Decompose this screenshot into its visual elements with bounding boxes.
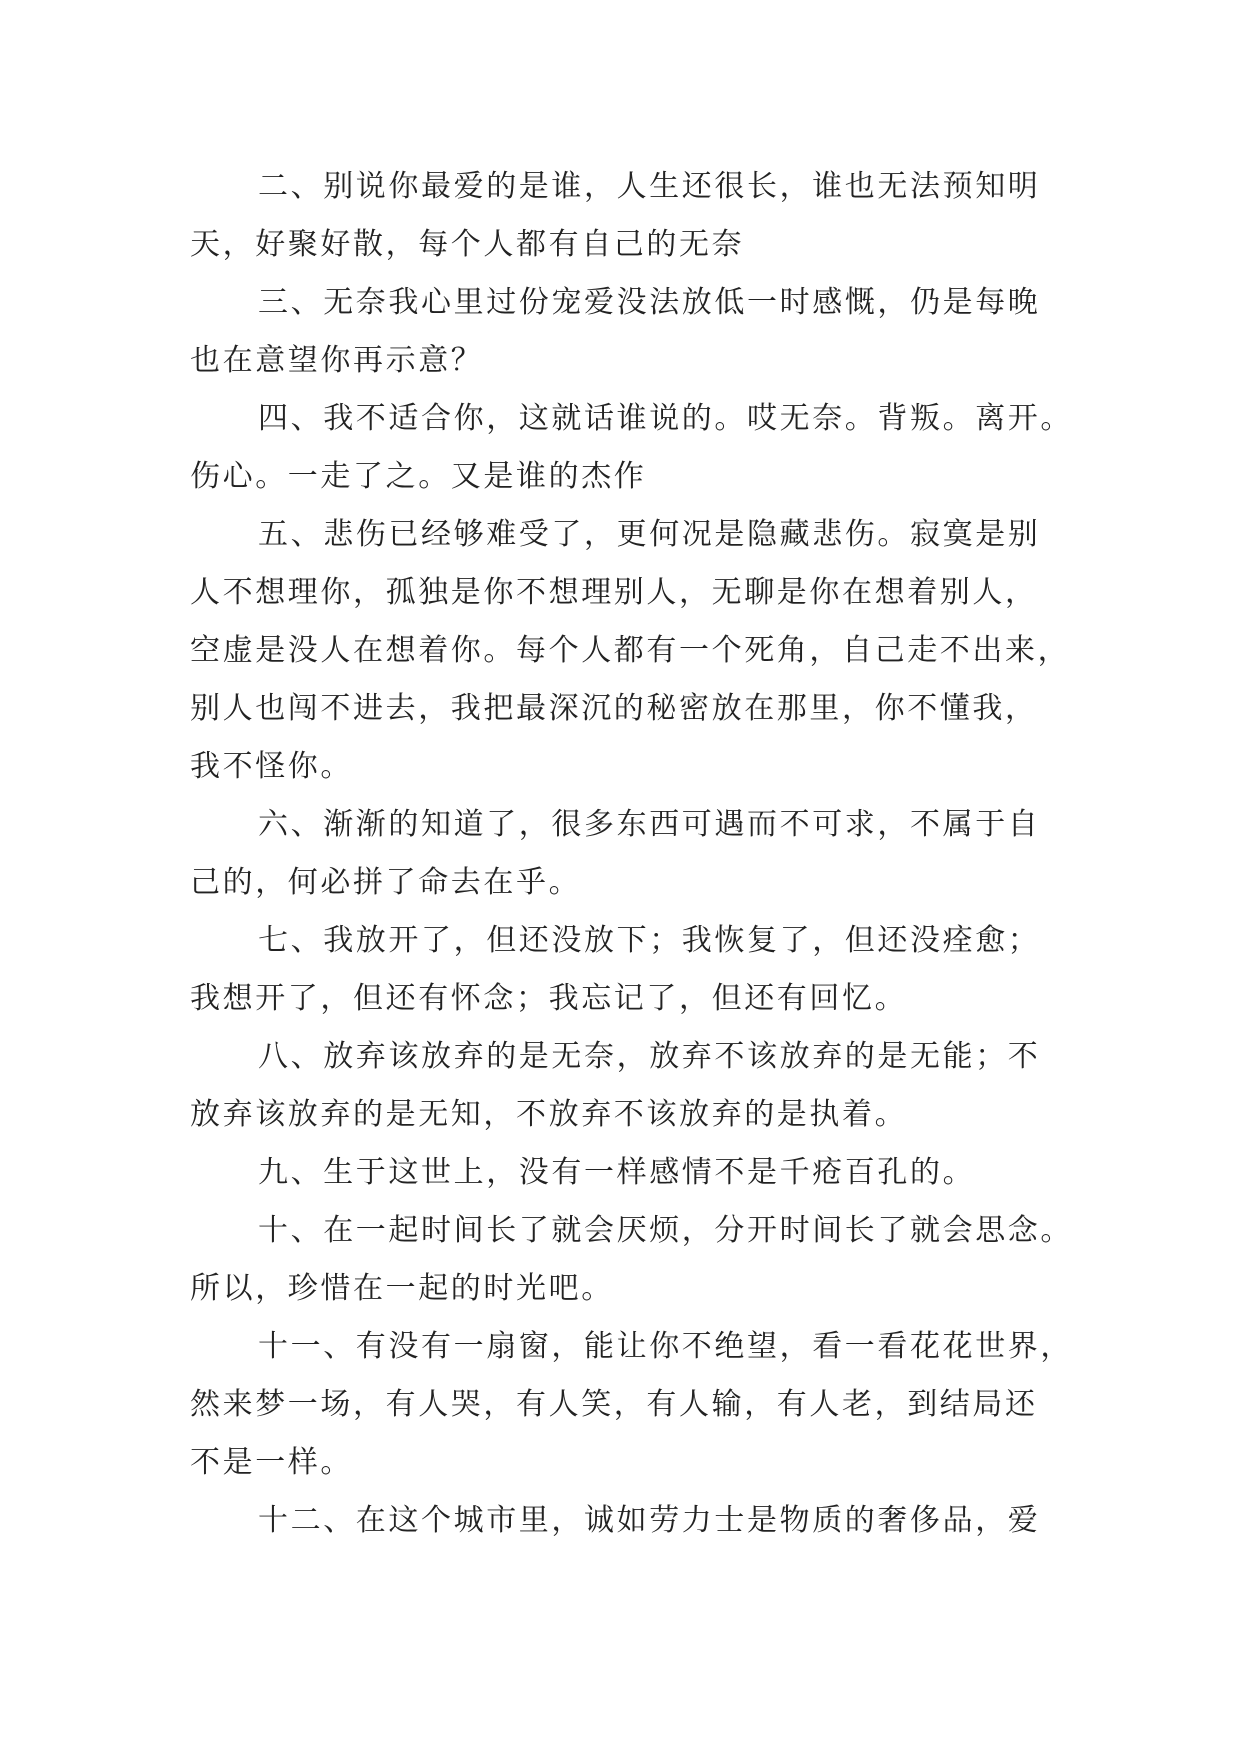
paragraph-line: 十一、有没有一扇窗，能让你不绝望，看一看花花世界， bbox=[258, 1329, 1073, 1364]
paragraph-line: 不是一样。 bbox=[190, 1445, 353, 1480]
paragraph-line: 二、别说你最爱的是谁，人生还很长，谁也无法预知明 bbox=[258, 169, 1041, 204]
paragraph-line: 空虚是没人在想着你。每个人都有一个死角，自己走不出来， bbox=[190, 633, 1071, 668]
paragraph-line: 人不想理你，孤独是你不想理别人，无聊是你在想着别人， bbox=[190, 575, 1038, 610]
paragraph-line: 六、渐渐的知道了，很多东西可遇而不可求，不属于自 bbox=[258, 807, 1041, 842]
paragraph-line: 放弃该放弃的是无知，不放弃不该放弃的是执着。 bbox=[190, 1097, 908, 1132]
paragraph-line: 己的，何必拼了命去在乎。 bbox=[190, 865, 582, 900]
paragraph-8 bbox=[190, 1028, 1060, 1144]
paragraph-line: 我想开了，但还有怀念；我忘记了，但还有回忆。 bbox=[190, 981, 908, 1016]
paragraph-line: 十、在一起时间长了就会厌烦，分开时间长了就会思念。 bbox=[258, 1213, 1073, 1248]
paragraph-12 bbox=[190, 1492, 1060, 1550]
paragraph-line: 四、我不适合你，这就话谁说的。哎无奈。背叛。离开。 bbox=[258, 401, 1073, 436]
paragraph-line: 天，好聚好散，每个人都有自己的无奈 bbox=[190, 227, 745, 262]
paragraph-3 bbox=[190, 274, 1060, 390]
paragraph-line: 五、悲伤已经够难受了，更何况是隐藏悲伤。寂寞是别 bbox=[258, 517, 1041, 552]
paragraph-6 bbox=[190, 796, 1060, 912]
paragraph-9 bbox=[190, 1144, 1060, 1202]
paragraph-11 bbox=[190, 1318, 1073, 1492]
paragraph-10 bbox=[190, 1202, 1073, 1318]
paragraph-line: 然来梦一场，有人哭，有人笑，有人输，有人老，到结局还 bbox=[190, 1387, 1038, 1422]
paragraph-line: 伤心。一走了之。又是谁的杰作 bbox=[190, 459, 647, 494]
paragraph-line: 十二、在这个城市里，诚如劳力士是物质的奢侈品，爱 bbox=[258, 1503, 1041, 1538]
paragraph-line: 所以，珍惜在一起的时光吧。 bbox=[190, 1271, 614, 1306]
paragraph-line: 别人也闯不进去，我把最深沉的秘密放在那里，你不懂我， bbox=[190, 691, 1038, 726]
paragraph-line: 九、生于这世上，没有一样感情不是千疮百孔的。 bbox=[258, 1155, 976, 1190]
paragraph-7 bbox=[190, 912, 1060, 1028]
paragraph-line: 我不怪你。 bbox=[190, 749, 353, 784]
paragraph-4 bbox=[190, 390, 1073, 506]
paragraph-5 bbox=[190, 506, 1071, 796]
paragraph-line: 八、放弃该放弃的是无奈，放弃不该放弃的是无能；不 bbox=[258, 1039, 1041, 1074]
paragraph-line: 三、无奈我心里过份宠爱没法放低一时感慨，仍是每晚 bbox=[258, 285, 1041, 320]
document-body bbox=[190, 158, 1073, 1550]
paragraph-line: 七、我放开了，但还没放下；我恢复了，但还没痊愈； bbox=[258, 923, 1041, 958]
paragraph-2 bbox=[190, 158, 1060, 274]
paragraph-line: 也在意望你再示意？ bbox=[190, 343, 484, 378]
